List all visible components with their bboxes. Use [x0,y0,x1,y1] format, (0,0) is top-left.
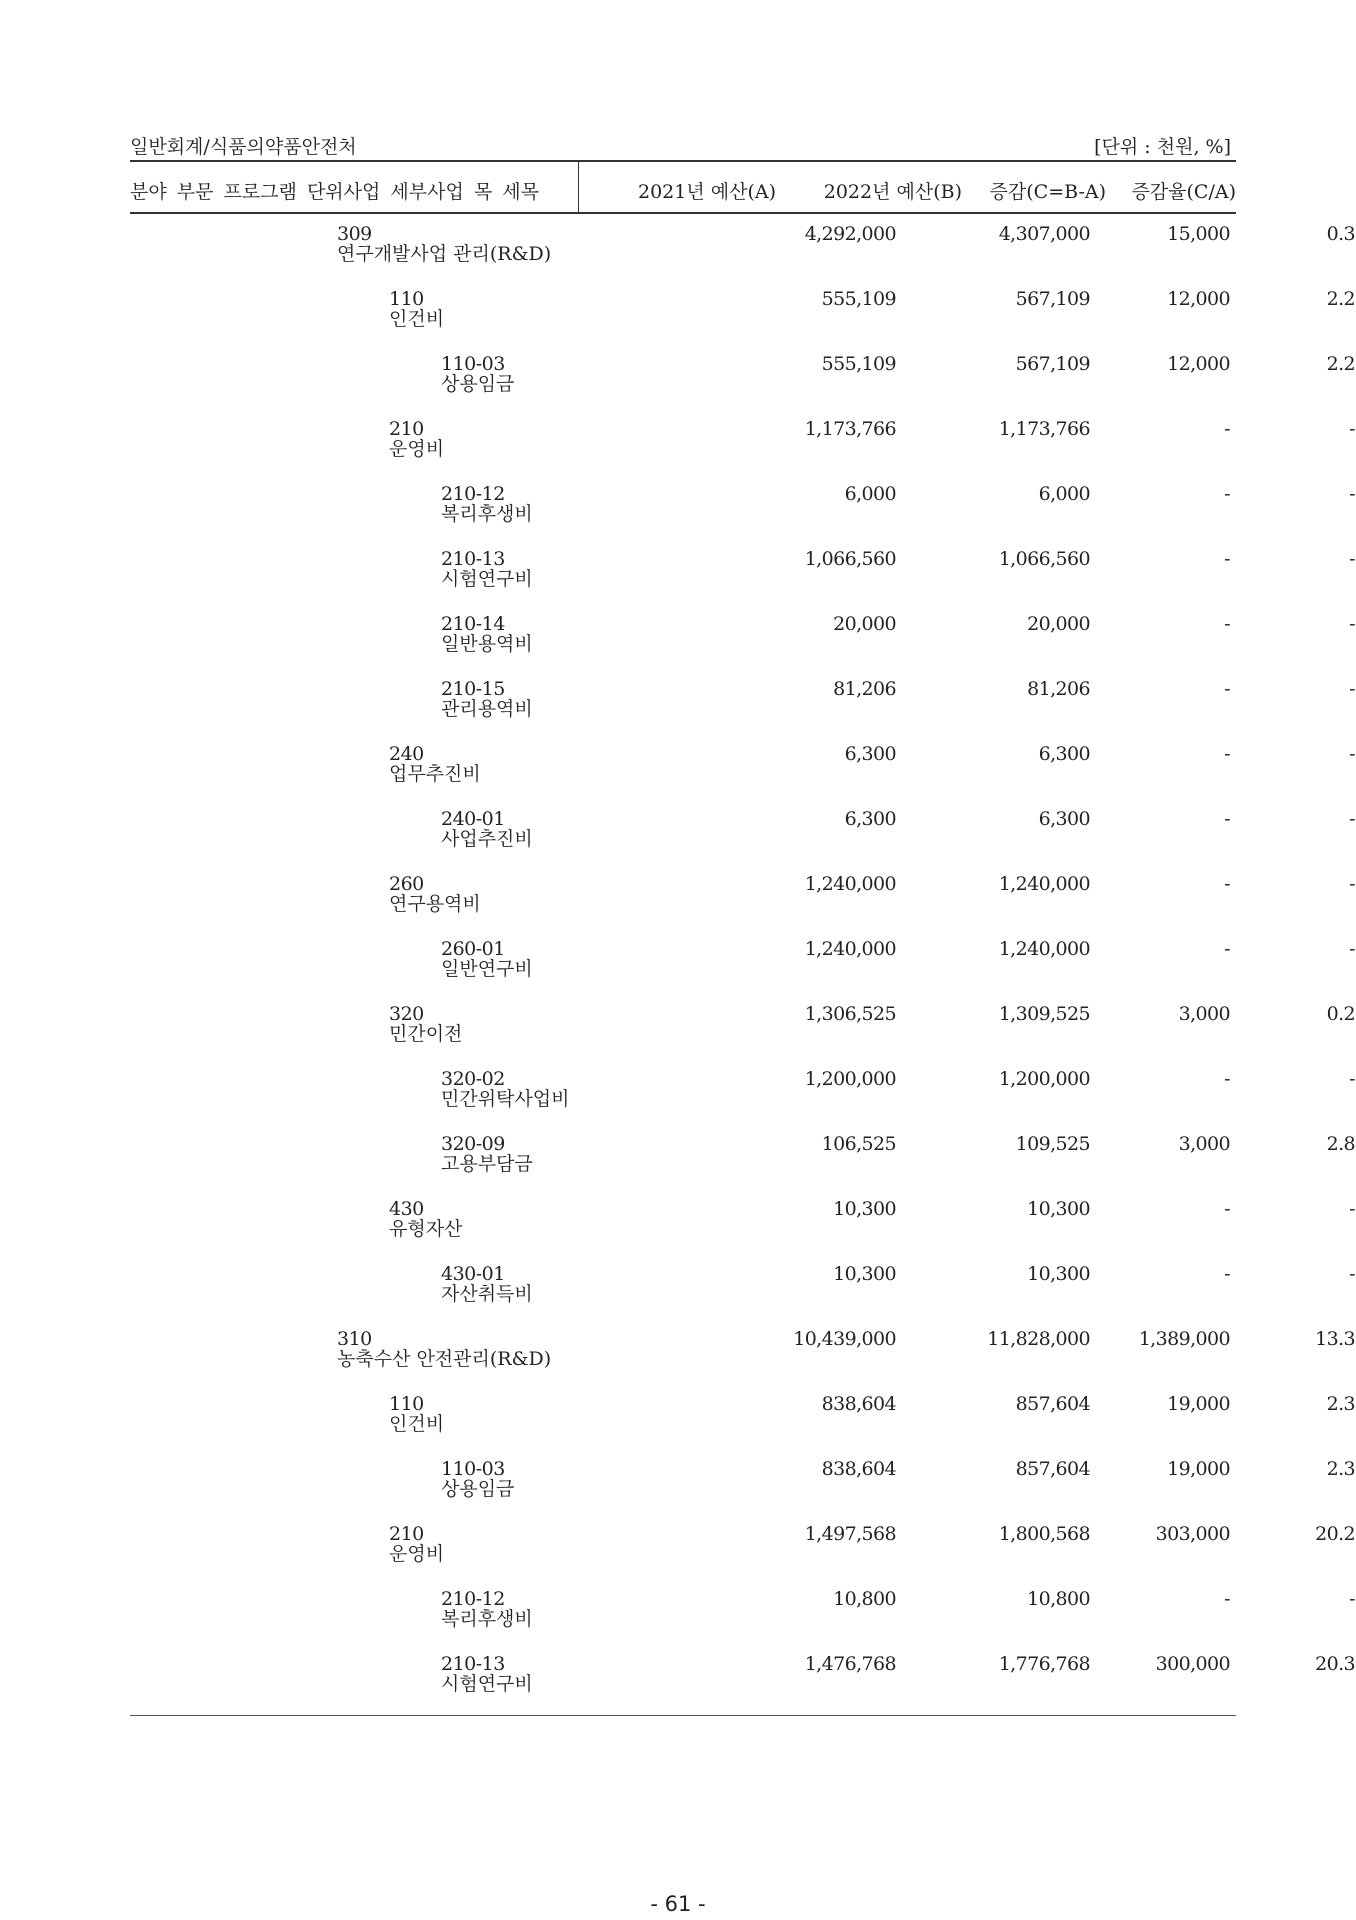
row-name: 운영비 [389,1543,445,1565]
column-header-2021-budget: 2021년 예산(A) [637,181,776,203]
row-code: 210-12 [441,1588,505,1610]
row-change: - [1224,743,1230,765]
row-code: 210-13 [441,548,505,570]
row-change: - [1224,613,1230,635]
table-row [130,677,1355,742]
row-change-rate: - [1349,873,1355,895]
row-2022-budget: 1,309,525 [998,1003,1090,1025]
column-header-change: 증감(C=B-A) [989,181,1106,203]
row-name: 시험연구비 [441,568,533,590]
page-left-title: 일반회계/식품의약품안전처 [130,136,357,158]
row-code: 430-01 [441,1263,505,1285]
row-2021-budget: 6,300 [844,808,896,830]
row-change: - [1224,678,1230,700]
column-header-category: 분야 부문 프로그램 단위사업 세부사업 목 세목 [130,181,539,203]
table-row [130,1457,1355,1522]
row-change: - [1224,938,1230,960]
row-change-rate: - [1349,743,1355,765]
row-name: 자산취득비 [441,1283,533,1305]
row-change: 303,000 [1155,1523,1230,1545]
row-2021-budget: 1,200,000 [804,1068,896,1090]
row-change-rate: - [1349,1068,1355,1090]
row-change: - [1224,873,1230,895]
row-change-rate: 0.2 [1326,1003,1355,1025]
row-code: 309 [337,223,372,245]
row-name: 업무추진비 [389,763,481,785]
row-2021-budget: 1,173,766 [804,418,896,440]
row-change-rate: 2.3 [1326,1458,1355,1480]
table-row [130,612,1355,677]
row-name: 복리후생비 [441,1608,533,1630]
row-2021-budget: 106,525 [821,1133,896,1155]
row-change-rate: - [1349,938,1355,960]
row-2022-budget: 1,066,560 [998,548,1090,570]
row-change-rate: - [1349,613,1355,635]
row-2021-budget: 838,604 [821,1393,896,1415]
row-change: - [1224,1263,1230,1285]
row-2022-budget: 857,604 [1015,1393,1090,1415]
row-change-rate: - [1349,1198,1355,1220]
row-name: 일반연구비 [441,958,533,980]
row-change-rate: - [1349,483,1355,505]
unit-label: [단위 : 천원, %] [1094,136,1231,158]
table-bottom-rule [130,1715,1236,1716]
row-code: 210-14 [441,613,505,635]
row-change-rate: - [1349,678,1355,700]
row-name: 복리후생비 [441,503,533,525]
row-change: 19,000 [1167,1393,1230,1415]
row-2021-budget: 1,066,560 [804,548,896,570]
row-code: 430 [389,1198,424,1220]
row-2022-budget: 6,000 [1038,483,1090,505]
row-code: 260 [389,873,424,895]
row-code: 310 [337,1328,372,1350]
row-change-rate: - [1349,548,1355,570]
row-code: 210-12 [441,483,505,505]
row-2021-budget: 6,300 [844,743,896,765]
row-change-rate: - [1349,808,1355,830]
column-header-change-rate: 증감율(C/A) [1131,181,1236,203]
row-change: - [1224,1068,1230,1090]
row-change: 15,000 [1167,223,1230,245]
row-2021-budget: 1,476,768 [804,1653,896,1675]
row-2022-budget: 567,109 [1015,353,1090,375]
table-row [130,1132,1355,1197]
row-change: - [1224,483,1230,505]
row-change: - [1224,418,1230,440]
row-change-rate: 20.3 [1315,1653,1355,1675]
row-2022-budget: 1,800,568 [998,1523,1090,1545]
row-2021-budget: 10,439,000 [793,1328,896,1350]
row-code: 240-01 [441,808,505,830]
row-2022-budget: 567,109 [1015,288,1090,310]
row-2021-budget: 838,604 [821,1458,896,1480]
row-change: 3,000 [1178,1003,1230,1025]
row-change: - [1224,1588,1230,1610]
row-code: 210-13 [441,1653,505,1675]
row-2022-budget: 20,000 [1027,613,1090,635]
table-row [130,807,1355,872]
row-code: 110-03 [441,1458,505,1480]
row-2021-budget: 10,300 [833,1198,896,1220]
table-row [130,1522,1355,1587]
row-2021-budget: 20,000 [833,613,896,635]
table-row [130,872,1355,937]
row-code: 110 [389,1393,424,1415]
row-2021-budget: 10,300 [833,1263,896,1285]
row-2021-budget: 555,109 [821,288,896,310]
row-change-rate: - [1349,1263,1355,1285]
table-top-rule [130,160,1236,162]
row-code: 260-01 [441,938,505,960]
row-2021-budget: 4,292,000 [804,223,896,245]
row-2022-budget: 4,307,000 [998,223,1090,245]
table-row [130,1197,1355,1262]
row-name: 시험연구비 [441,1673,533,1695]
row-2021-budget: 1,240,000 [804,873,896,895]
row-name: 농축수산 안전관리(R&D) [337,1348,552,1370]
row-2022-budget: 1,173,766 [998,418,1090,440]
row-change: - [1224,808,1230,830]
row-change: - [1224,1198,1230,1220]
row-name: 인건비 [389,308,445,330]
row-change-rate: - [1349,1588,1355,1610]
row-name: 사업추진비 [441,828,533,850]
row-change: 19,000 [1167,1458,1230,1480]
row-2022-budget: 857,604 [1015,1458,1090,1480]
row-code: 210 [389,1523,424,1545]
column-header-2022-budget: 2022년 예산(B) [823,181,962,203]
row-name: 고용부담금 [441,1153,533,1175]
row-code: 210 [389,418,424,440]
row-name: 상용임금 [441,1478,515,1500]
row-change-rate: 20.2 [1315,1523,1355,1545]
row-code: 320 [389,1003,424,1025]
table-row [130,1652,1355,1717]
header-divider [578,162,579,212]
row-name: 인건비 [389,1413,445,1435]
table-row [130,742,1355,807]
table-row [130,352,1355,417]
table-row [130,222,1355,287]
table-row [130,417,1355,482]
table-row [130,1262,1355,1327]
row-2021-budget: 10,800 [833,1588,896,1610]
row-name: 민간이전 [389,1023,463,1045]
row-2022-budget: 6,300 [1038,743,1090,765]
row-code: 110-03 [441,353,505,375]
row-change-rate: 13.3 [1315,1328,1355,1350]
row-name: 유형자산 [389,1218,463,1240]
row-change: - [1224,548,1230,570]
row-name: 일반용역비 [441,633,533,655]
table-row [130,937,1355,1002]
table-row [130,482,1355,547]
table-body [130,222,1355,1717]
row-2021-budget: 1,497,568 [804,1523,896,1545]
row-2022-budget: 11,828,000 [987,1328,1090,1350]
row-change-rate: 2.8 [1326,1133,1355,1155]
table-row [130,287,1355,352]
row-change-rate: 2.2 [1326,288,1355,310]
row-2021-budget: 1,306,525 [804,1003,896,1025]
table-row [130,1327,1355,1392]
table-header-rule [130,212,1236,214]
row-2021-budget: 555,109 [821,353,896,375]
row-name: 연구용역비 [389,893,481,915]
row-change: 1,389,000 [1138,1328,1230,1350]
table-row [130,1067,1355,1132]
row-2022-budget: 10,300 [1027,1198,1090,1220]
row-2022-budget: 1,240,000 [998,938,1090,960]
table-row [130,1002,1355,1067]
row-2022-budget: 1,200,000 [998,1068,1090,1090]
row-2022-budget: 81,206 [1027,678,1090,700]
table-row [130,1587,1355,1652]
row-change: 3,000 [1178,1133,1230,1155]
row-change: 12,000 [1167,353,1230,375]
row-code: 210-15 [441,678,505,700]
row-code: 320-09 [441,1133,505,1155]
row-code: 110 [389,288,424,310]
row-name: 운영비 [389,438,445,460]
row-name: 관리용역비 [441,698,533,720]
row-name: 상용임금 [441,373,515,395]
row-code: 320-02 [441,1068,505,1090]
page-number: - 61 - [650,1892,706,1916]
row-2022-budget: 6,300 [1038,808,1090,830]
table-row [130,1392,1355,1457]
row-2022-budget: 10,800 [1027,1588,1090,1610]
table-row [130,547,1355,612]
row-2021-budget: 81,206 [833,678,896,700]
row-change-rate: 2.3 [1326,1393,1355,1415]
row-2022-budget: 109,525 [1015,1133,1090,1155]
row-change-rate: 0.3 [1326,223,1355,245]
row-2021-budget: 1,240,000 [804,938,896,960]
row-2021-budget: 6,000 [844,483,896,505]
row-name: 연구개발사업 관리(R&D) [337,243,552,265]
row-2022-budget: 1,776,768 [998,1653,1090,1675]
row-2022-budget: 10,300 [1027,1263,1090,1285]
row-name: 민간위탁사업비 [441,1088,570,1110]
row-change-rate: 2.2 [1326,353,1355,375]
row-change: 300,000 [1155,1653,1230,1675]
row-change-rate: - [1349,418,1355,440]
row-code: 240 [389,743,424,765]
row-2022-budget: 1,240,000 [998,873,1090,895]
row-change: 12,000 [1167,288,1230,310]
